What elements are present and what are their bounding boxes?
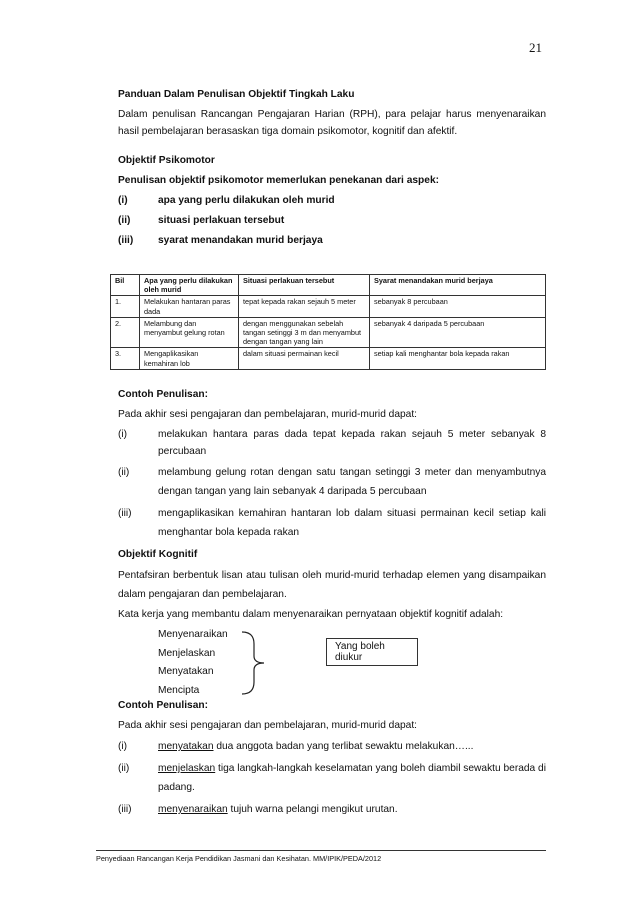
brace-icon [240, 630, 266, 696]
kognitif-section [118, 546, 546, 700]
table-cell: 2. [111, 317, 140, 348]
kognitif-desc: Pentafsiran berbentuk lisan atau tulisan oleh murid-murid terhadap elemen yang disampaikan dalam pengajaran dan pembelajaran. [118, 570, 546, 600]
table-row [111, 348, 546, 369]
contoh-item [118, 504, 546, 542]
contoh-num: (i) [118, 741, 128, 752]
intro-paragraph: Dalam penulisan Rancangan Pengajaran Harian (RPH), para pelajar harus menyenaraikan hasil pembelajaran berasaskan tiga domain psikomotor, kognitif dan afektif. [118, 109, 546, 137]
aspect-item [118, 232, 546, 249]
section-heading: Panduan Dalam Penulisan Objektif Tingkah Laku [118, 89, 355, 100]
aspect-item [118, 192, 546, 209]
table-header: Situasi perlakuan tersebut [239, 275, 370, 296]
contoh-verb: menjelaskan [158, 763, 216, 774]
contoh-lead: Pada akhir sesi pengajaran dan pembelajaran, murid-murid dapat: [118, 720, 418, 731]
contoh-text: tiga langkah-langkah keselamatan yang boleh diambil sewaktu berada di padang. [158, 763, 546, 793]
contoh-verb: menyenaraikan [158, 804, 228, 815]
table-header: Apa yang perlu dilakukan oleh murid [140, 275, 239, 296]
table-cell: dalam situasi permainan kecil [239, 348, 370, 369]
contoh-text: dua anggota badan yang terlibat sewaktu melakukan…... [213, 741, 474, 752]
contoh-num: (iii) [118, 804, 132, 815]
table-cell: setiap kali menghantar bola kepada rakan [370, 348, 546, 369]
aspect-text: situasi perlakuan tersebut [158, 215, 285, 226]
table-cell: sebanyak 4 daripada 5 percubaan [370, 317, 546, 348]
contoh-lead: Pada akhir sesi pengajaran dan pembelajaran, murid-murid dapat: [118, 409, 418, 420]
contoh-item [118, 801, 546, 818]
contoh-item [118, 738, 546, 755]
kognitif-lead: Kata kerja yang membantu dalam menyenaraikan pernyataan objektif kognitif adalah: [118, 609, 504, 620]
table-header: Bil [111, 275, 140, 296]
table-cell: Melambung dan menyambut gelung rotan [140, 317, 239, 348]
contoh-item [118, 463, 546, 501]
contoh-section-1 [118, 386, 546, 542]
contoh-item [118, 759, 546, 797]
psikomotor-table [110, 274, 546, 370]
aspect-text: syarat menandakan murid berjaya [158, 235, 323, 246]
contoh-text: mengaplikasikan kemahiran hantaran lob dalam situasi permainan kecil setiap kali menghantar bola kepada rakan [158, 508, 546, 538]
contoh-num: (ii) [118, 467, 130, 478]
table-header: Syarat menandakan murid berjaya [370, 275, 546, 296]
psikomotor-lead: Penulisan objektif psikomotor memerlukan penekanan dari aspek: [118, 175, 440, 186]
verb-item: Menyenaraikan [158, 629, 228, 640]
verb-item: Menyatakan [158, 666, 214, 677]
table-cell: Mengaplikasikan kemahiran lob [140, 348, 239, 369]
contoh-item [118, 426, 546, 460]
aspect-num: (i) [118, 195, 128, 206]
aspect-text: apa yang perlu dilakukan oleh murid [158, 195, 335, 206]
contoh-text: melambung gelung rotan dengan satu tangan setinggi 3 meter dan menyambutnya dengan tangan yang lain sebanyak 4 daripada 5 percubaan [158, 467, 546, 497]
table-cell: 3. [111, 348, 140, 369]
aspect-item [118, 212, 546, 229]
kognitif-title: Objektif Kognitif [118, 549, 198, 560]
table-row [111, 317, 546, 348]
table-cell: Melakukan hantaran paras dada [140, 296, 239, 317]
page-number: 21 [529, 40, 542, 55]
psikomotor-title: Objektif Psikomotor [118, 155, 215, 166]
table-cell: tepat kepada rakan sejauh 5 meter [239, 296, 370, 317]
aspect-num: (iii) [118, 235, 134, 246]
contoh-num: (iii) [118, 508, 132, 519]
contoh-num: (ii) [118, 763, 130, 774]
contoh-num: (i) [118, 429, 128, 440]
page-footer: Penyediaan Rancangan Kerja Pendidikan Jasmani dan Kesihatan. MM/IPIK/PEDA/2012 [96, 850, 546, 863]
table-row [111, 296, 546, 317]
verb-item: Mencipta [158, 684, 200, 696]
contoh-verb: menyatakan [158, 741, 214, 752]
aspect-num: (ii) [118, 215, 131, 226]
table-cell: 1. [111, 296, 140, 317]
verb-item: Menjelaskan [158, 647, 216, 659]
page-content [118, 86, 546, 249]
contoh-text: melakukan hantara paras dada tepat kepada rakan sejauh 5 meter sebanyak 8 percubaan [158, 429, 546, 457]
contoh-title: Contoh Penulisan: [118, 389, 208, 400]
table-cell: dengan menggunakan sebelah tangan setinggi 3 m dan menyambut dengan tangan yang lain [239, 317, 370, 348]
contoh-title: Contoh Penulisan: [118, 700, 208, 711]
contoh-section-2 [118, 697, 546, 818]
table-header-row [111, 275, 546, 296]
contoh-text: tujuh warna pelangi mengikut urutan. [227, 804, 398, 815]
measurable-label-box: Yang boleh diukur [326, 638, 418, 666]
table-cell: sebanyak 8 percubaan [370, 296, 546, 317]
